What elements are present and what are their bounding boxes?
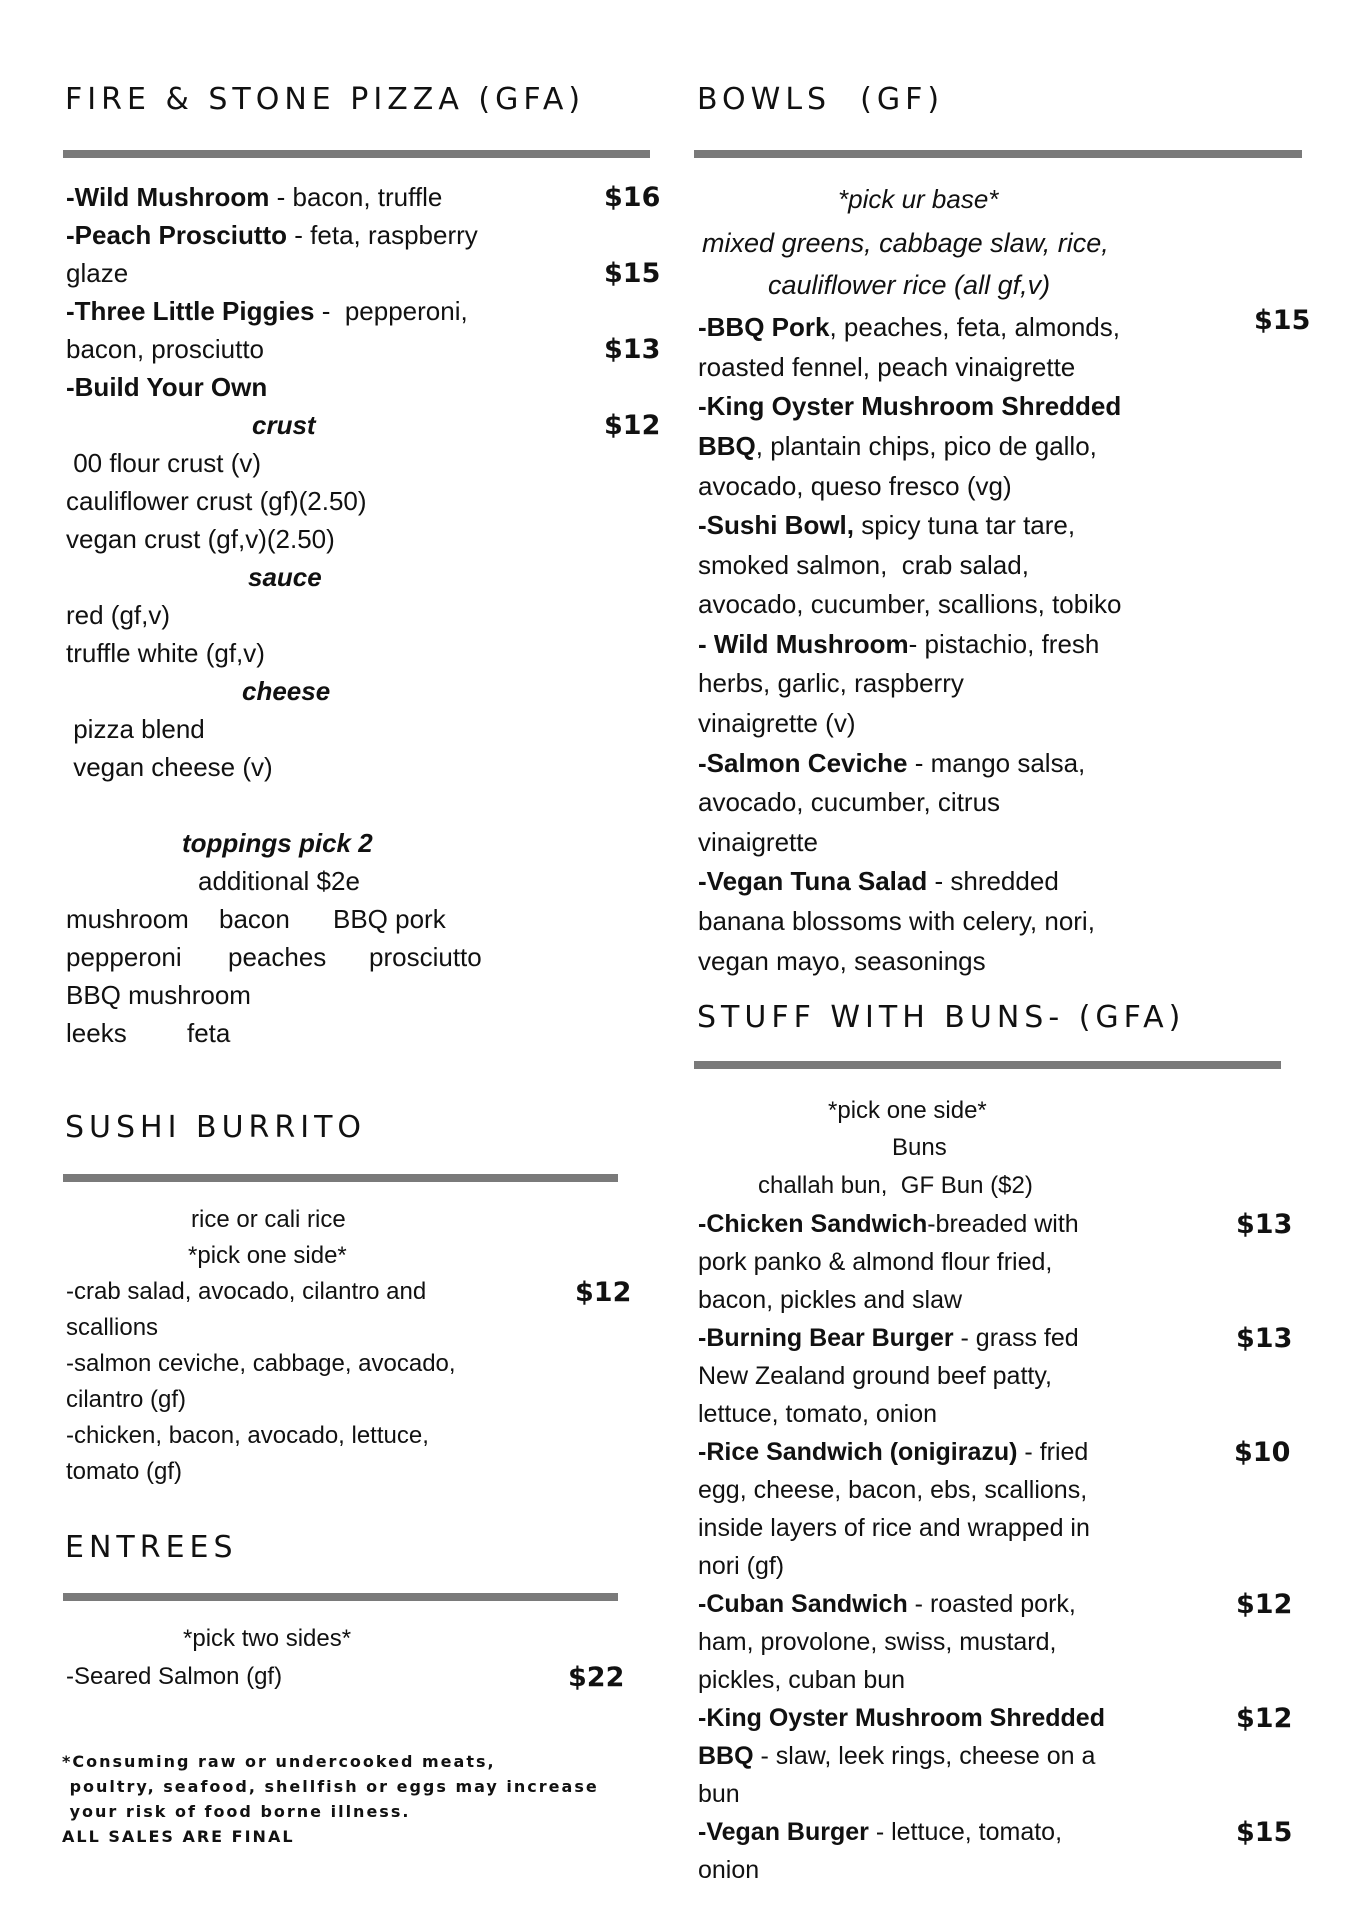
- bun-price-chicken-sandwich: $13: [1236, 1209, 1293, 1240]
- pizza-item-build-your-own: -Build Your Own: [66, 372, 268, 402]
- bowl-item-wild-mushroom-cont: herbs, garlic, raspberry: [698, 668, 964, 698]
- toppings-label: toppings pick 2: [182, 828, 373, 858]
- bun-item-burning-bear-cont: New Zealand ground beef patty,: [698, 1362, 1052, 1390]
- bun-item-rice-sandwich-cont: nori (gf): [698, 1552, 785, 1580]
- bowls-base-options: cauliflower rice (all gf,v): [768, 270, 1051, 300]
- buns-note: *pick one side*: [828, 1097, 987, 1124]
- bun-item-rice-sandwich-cont: inside layers of rice and wrapped in: [698, 1514, 1090, 1542]
- bun-item-rice-sandwich-cont: egg, cheese, bacon, ebs, scallions,: [698, 1476, 1088, 1504]
- bowl-item-wild-mushroom: - Wild Mushroom- pistachio, fresh: [698, 629, 1100, 659]
- buns-divider: [694, 1061, 1281, 1069]
- topping: feta: [187, 1018, 231, 1048]
- bun-price-rice-sandwich: $10: [1234, 1437, 1291, 1468]
- bowls-base-title: *pick ur base*: [838, 184, 999, 214]
- sushi-burrito-heading: SUSHI BURRITO: [65, 1110, 367, 1145]
- buns-heading: STUFF WITH BUNS- (GFA): [697, 1000, 1186, 1035]
- bowl-item-vegan-tuna-salad: -Vegan Tuna Salad - shredded: [698, 866, 1059, 896]
- sushi-burrito-line: -crab salad, avocado, cilantro and: [66, 1278, 427, 1305]
- bun-item-burning-bear: -Burning Bear Burger - grass fed: [698, 1324, 1079, 1352]
- entrees-note: *pick two sides*: [183, 1625, 352, 1652]
- bun-item-cuban-sandwich: -Cuban Sandwich - roasted pork,: [698, 1590, 1076, 1618]
- bowl-item-king-oyster: -King Oyster Mushroom Shredded: [698, 391, 1122, 421]
- bun-item-chicken-sandwich-cont: bacon, pickles and slaw: [698, 1286, 963, 1314]
- bowl-item-king-oyster-cont: avocado, queso fresco (vg): [698, 471, 1012, 501]
- footer-warning: poultry, seafood, shellfish or eggs may increase: [62, 1777, 599, 1796]
- sushi-burrito-line: tomato (gf): [66, 1458, 183, 1485]
- entrees-heading: ENTREES: [65, 1530, 238, 1565]
- sushi-burrito-line: -chicken, bacon, avocado, lettuce,: [66, 1422, 429, 1449]
- bun-item-chicken-sandwich-cont: pork panko & almond flour fried,: [698, 1248, 1053, 1276]
- sushi-burrito-note: rice or cali rice: [191, 1206, 346, 1233]
- crust-option: 00 flour crust (v): [66, 448, 262, 478]
- pizza-price-peach-prosciutto: $15: [604, 258, 661, 289]
- bowl-item-vegan-tuna-salad-cont: vegan mayo, seasonings: [698, 946, 986, 976]
- topping: leeks: [66, 1018, 127, 1048]
- bowl-item-sushi-bowl-cont: avocado, cucumber, scallions, tobiko: [698, 589, 1122, 619]
- toppings-note: additional $2e: [198, 866, 360, 896]
- pizza-item-three-little-piggies-cont: bacon, prosciutto: [66, 334, 265, 364]
- footer-warning: your risk of food borne illness.: [62, 1802, 411, 1821]
- bowl-item-king-oyster-cont: BBQ, plantain chips, pico de gallo,: [698, 431, 1097, 461]
- bowls-base-options: mixed greens, cabbage slaw, rice,: [702, 228, 1109, 258]
- topping: mushroom: [66, 904, 189, 934]
- bun-item-vegan-burger: -Vegan Burger - lettuce, tomato,: [698, 1818, 1063, 1846]
- bowl-item-bbq-pork: -BBQ Pork, peaches, feta, almonds,: [698, 312, 1120, 342]
- sushi-burrito-note: *pick one side*: [188, 1242, 347, 1269]
- topping: peaches: [228, 942, 327, 972]
- sauce-option: red (gf,v): [66, 600, 171, 630]
- sauce-option: truffle white (gf,v): [66, 638, 265, 668]
- crust-option: cauliflower crust (gf)(2.50): [66, 486, 367, 516]
- cheese-option: vegan cheese (v): [66, 752, 273, 782]
- bowl-item-vegan-tuna-salad-cont: banana blossoms with celery, nori,: [698, 906, 1095, 936]
- pizza-divider: [63, 150, 650, 158]
- sushi-burrito-line: -salmon ceviche, cabbage, avocado,: [66, 1350, 456, 1377]
- pizza-price-wild-mushroom: $16: [604, 182, 661, 213]
- bun-item-vegan-burger-cont: onion: [698, 1856, 760, 1884]
- pizza-item-peach-prosciutto: -Peach Prosciutto - feta, raspberry: [66, 220, 478, 250]
- cheese-option: pizza blend: [66, 714, 205, 744]
- bun-item-king-oyster: -King Oyster Mushroom Shredded: [698, 1704, 1105, 1732]
- bun-price-burning-bear: $13: [1236, 1323, 1293, 1354]
- pizza-heading: FIRE & STONE PIZZA (GFA): [65, 82, 586, 117]
- bowl-item-wild-mushroom-cont: vinaigrette (v): [698, 708, 856, 738]
- crust-label: crust: [252, 410, 316, 440]
- topping: prosciutto: [369, 942, 482, 972]
- sushi-burrito-line: cilantro (gf): [66, 1386, 187, 1413]
- footer-sales-final: ALL SALES ARE FINAL: [62, 1827, 295, 1846]
- pizza-price-build-your-own: $12: [604, 410, 661, 441]
- pizza-item-peach-prosciutto-cont: glaze: [66, 258, 129, 288]
- bowl-item-sushi-bowl-cont: smoked salmon, crab salad,: [698, 550, 1029, 580]
- sushi-burrito-divider: [63, 1174, 618, 1182]
- bowl-item-bbq-pork-cont: roasted fennel, peach vinaigrette: [698, 352, 1076, 382]
- footer-warning: *Consuming raw or undercooked meats,: [62, 1752, 496, 1771]
- topping: BBQ mushroom: [66, 980, 251, 1010]
- bun-item-cuban-sandwich-cont: ham, provolone, swiss, mustard,: [698, 1628, 1057, 1656]
- bun-item-king-oyster-cont: BBQ - slaw, leek rings, cheese on a: [698, 1742, 1096, 1770]
- topping: pepperoni: [66, 942, 182, 972]
- bun-price-cuban-sandwich: $12: [1236, 1589, 1293, 1620]
- bun-price-vegan-burger: $15: [1236, 1817, 1293, 1848]
- bowl-item-salmon-ceviche: -Salmon Ceviche - mango salsa,: [698, 748, 1086, 778]
- buns-note: Buns: [892, 1134, 947, 1161]
- pizza-item-three-little-piggies: -Three Little Piggies - pepperoni,: [66, 296, 468, 326]
- pizza-price-three-little-piggies: $13: [604, 334, 661, 365]
- topping: bacon: [219, 904, 290, 934]
- bun-item-cuban-sandwich-cont: pickles, cuban bun: [698, 1666, 906, 1694]
- bowls-divider: [694, 150, 1302, 158]
- pizza-item-wild-mushroom: -Wild Mushroom - bacon, truffle: [66, 182, 443, 212]
- bowls-price: $15: [1254, 305, 1311, 336]
- entrees-divider: [63, 1593, 618, 1601]
- sauce-label: sauce: [248, 562, 322, 592]
- bowls-heading: BOWLS (GF): [697, 82, 945, 117]
- bun-item-burning-bear-cont: lettuce, tomato, onion: [698, 1400, 938, 1428]
- bowl-item-salmon-ceviche-cont: avocado, cucumber, citrus: [698, 787, 1001, 817]
- bun-item-king-oyster-cont: bun: [698, 1780, 740, 1808]
- entree-item-seared-salmon: -Seared Salmon (gf): [66, 1663, 283, 1690]
- cheese-label: cheese: [242, 676, 331, 706]
- topping: BBQ pork: [333, 904, 446, 934]
- bun-item-rice-sandwich: -Rice Sandwich (onigirazu) - fried: [698, 1438, 1089, 1466]
- crust-option: vegan crust (gf,v)(2.50): [66, 524, 335, 554]
- entree-price-seared-salmon: $22: [568, 1662, 625, 1693]
- bowl-item-sushi-bowl: -Sushi Bowl, spicy tuna tar tare,: [698, 510, 1076, 540]
- bun-item-chicken-sandwich: -Chicken Sandwich-breaded with: [698, 1210, 1079, 1238]
- sushi-burrito-price: $12: [575, 1277, 632, 1308]
- buns-note: challah bun, GF Bun ($2): [758, 1172, 1033, 1199]
- sushi-burrito-line: scallions: [66, 1314, 159, 1341]
- bun-price-king-oyster: $12: [1236, 1703, 1293, 1734]
- bowl-item-salmon-ceviche-cont: vinaigrette: [698, 827, 818, 857]
